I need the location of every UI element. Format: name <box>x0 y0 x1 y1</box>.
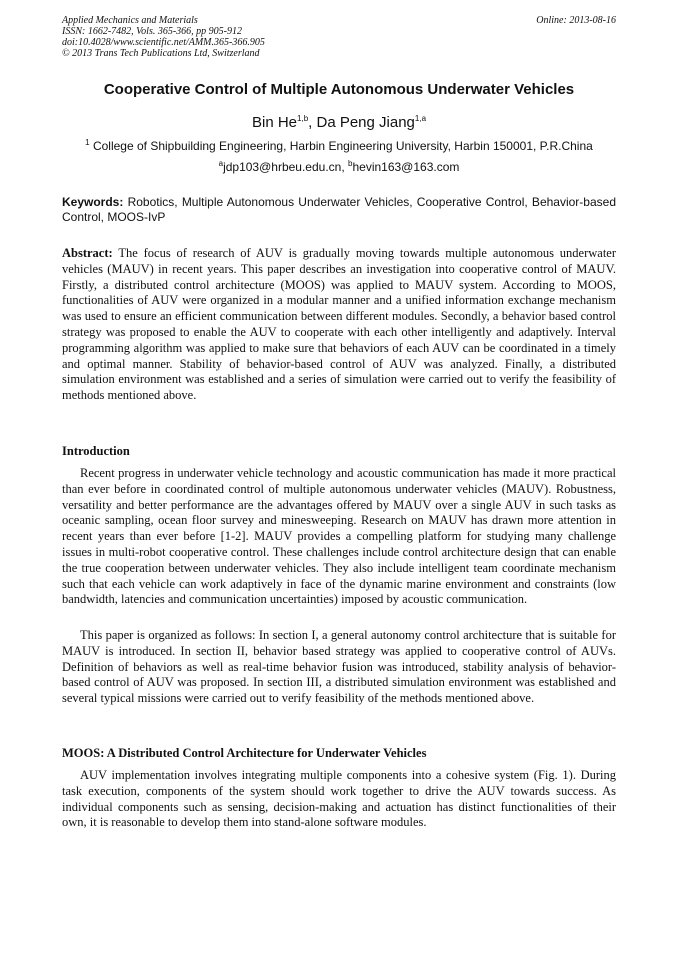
email-address: jdp103@hrbeu.edu.cn, <box>223 160 349 174</box>
paper-title: Cooperative Control of Multiple Autonomous Underwater Vehicles <box>103 81 575 98</box>
affiliation <box>62 139 616 153</box>
journal-name: Applied Mechanics and Materials <box>62 15 198 26</box>
author-superscript: 1,b <box>297 114 309 123</box>
author-name: Da Peng Jiang <box>316 114 415 131</box>
abstract-text: The focus of research of AUV is gradually moving towards multiple autonomous underwater vehicles (MAUV) in recent years. This paper describes an investigation into cooperative control of MAUV. Firstly, a distributed control architecture (MOOS) was applied to MAUV system. According to MOOS, functionalities of AUV were organized in a modular manner and a unified information exchange mechanism was used to ensure an efficient communication between different modules. Secondly, a behavior based control strategy was proposed to enable the AUV to cooperate with each other intelligently and adaptively. Interval programming algorithm was applied to make sure that behaviors of each AUV can be coordinated in a timely and optimal manner. Stability of behavior-based control of AUV was analyzed. Finally, a distributed simulation environment was established and a series of simulation were carried out to verify the feasibility of methods mentioned above. <box>62 246 617 403</box>
journal-copyright: © 2013 Trans Tech Publications Ltd, Switzerland <box>62 48 260 59</box>
journal-doi: doi:10.4028/www.scientific.net/AMM.365-366.905 <box>62 37 265 48</box>
abstract-block <box>62 246 616 404</box>
email-superscript: b <box>348 159 353 168</box>
author-name: Bin He <box>251 114 298 131</box>
author-superscript: 1,a <box>414 114 427 123</box>
keywords-block <box>62 195 616 225</box>
email-address: hevin163@163.com <box>352 160 460 174</box>
affiliation-text: College of Shipbuilding Engineering, Harbin Engineering University, Harbin 150001, P.R.China <box>92 139 593 153</box>
section-heading-introduction: Introduction <box>62 444 130 458</box>
introduction-paragraph-2: This paper is organized as follows: In section I, a general autonomy control architecture that is suitable for MAUV is introduced. In section II, behavior based strategy was applied to cooperative control of AUVs. Definition of behaviors as well as real-time behavior fusion was introduced, stability analysis of behavior-based control of AUV was proposed. In section III, a distributed simulation environment was established and several typical missions were carried out to verify feasibility of the methods mentioned above. <box>62 628 616 706</box>
journal-header <box>62 15 616 59</box>
journal-issn: ISSN: 1662-7482, Vols. 365-366, pp 905-912 <box>62 26 242 37</box>
author-line <box>62 114 616 131</box>
affiliation-superscript: 1 <box>85 138 90 147</box>
keywords-label: Keywords: <box>62 195 124 209</box>
author-separator: , <box>308 114 317 131</box>
online-date: Online: 2013-08-16 <box>536 15 616 26</box>
introduction-paragraph-1: Recent progress in underwater vehicle technology and acoustic communication has made it more practical than ever before in coordinated control of multiple autonomous underwater vehicles (MAUV). Robustness, versatility and better performance are the advantages offered by MAUV over a single AUV in such tasks as oceanic sampling, ocean floor survey and minesweeping. Research on MAUV has drawn more attention in recent years than ever before [1-2]. MAUV provides a compelling platform for studying many challenge issues in multi-robot cooperative control. These challenges include control architecture design that can enable the true cooperation between underwater vehicles. They also include intelligent team coordinate mechanism such that each vehicle can work adaptively in face of the dynamic marine environment and constraints (low bandwidth, latencies and communication uncertainties) imposed by acoustic communication. <box>62 466 616 607</box>
keywords-text: Robotics, Multiple Autonomous Underwater Vehicles, Cooperative Control, Behavior-based Control, MOOS-IvP <box>62 195 616 224</box>
email-line <box>62 160 616 174</box>
moos-paragraph-1: AUV implementation involves integrating multiple components into a cohesive system (Fig. 1). During task execution, components of the system should work together to drive the AUV towards success. As individual components such as sensing, decision-making and actuation has distinct functionalities of their own, it is reasonable to develop them into stand-alone software modules. <box>62 768 616 830</box>
section-heading-moos: MOOS: A Distributed Control Architecture for Underwater Vehicles <box>62 746 427 760</box>
abstract-label: Abstract: <box>62 246 113 260</box>
email-superscript: a <box>218 159 224 168</box>
